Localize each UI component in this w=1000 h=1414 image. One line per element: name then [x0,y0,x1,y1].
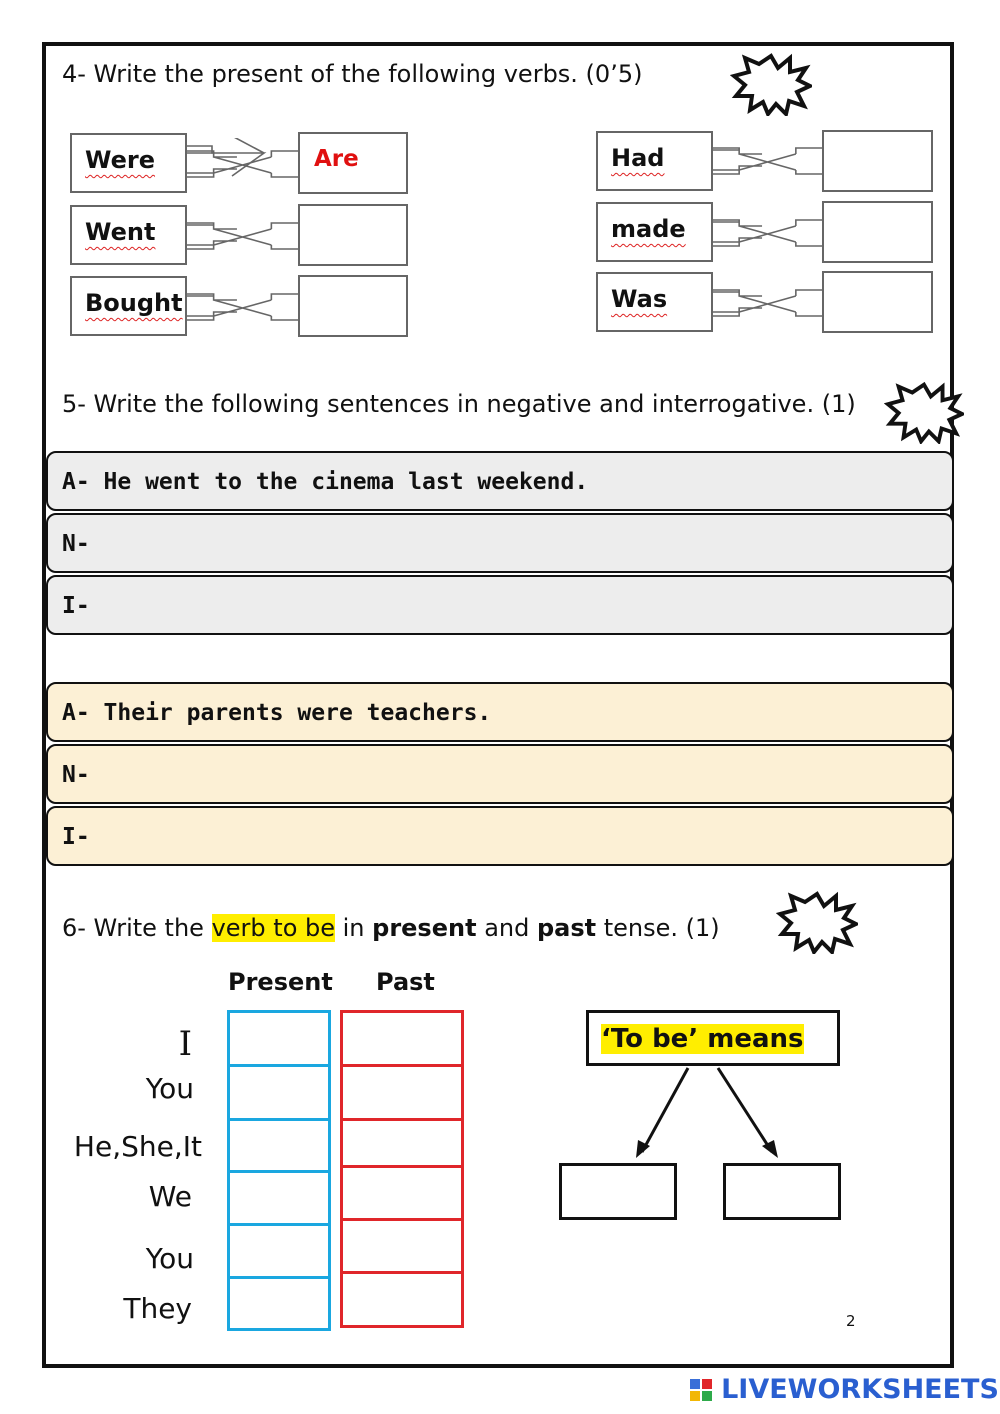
verb-past-box-went: Went [70,205,187,265]
past-cell-4[interactable] [340,1165,464,1221]
verb-past-box-were: Were [70,133,187,193]
connector-arrow-4 [713,148,822,174]
pronoun-i: I [178,1024,192,1064]
present-cell-6[interactable] [227,1276,331,1331]
connector-arrow-2 [187,223,298,249]
pronoun-we: We [148,1180,192,1213]
sentence-affirmative-2: A- Their parents were teachers. [46,682,954,742]
means-answer-box-1[interactable] [559,1163,677,1220]
page-number: 2 [846,1312,856,1330]
to-be-means-label: ‘To be’ means [601,1024,804,1054]
past-cell-5[interactable] [340,1218,464,1274]
verb-present-answer-1[interactable]: Are [298,132,408,194]
past-cell-2[interactable] [340,1064,464,1121]
section6-heading: 6- Write the verb to be in present and past tense. (1) [62,914,720,942]
verb-past-box-made: made [596,202,713,262]
present-cell-2[interactable] [227,1064,331,1121]
section4-heading: 4- Write the present of the following verbs. (0’5) [62,60,643,88]
sentence-interrogative-1[interactable]: I- [46,575,954,635]
starburst-icon [884,380,964,444]
present-cell-5[interactable] [227,1223,331,1279]
pronoun-you: You [145,1072,194,1105]
sentence-negative-2[interactable]: N- [46,744,954,804]
connector-arrow-3 [187,294,298,320]
column-header-past: Past [376,968,435,996]
pronoun-you-plural: You [145,1242,194,1275]
liveworksheets-watermark: LIVEWORKSHEETS [690,1374,999,1405]
starburst-icon [776,890,858,954]
past-cell-3[interactable] [340,1118,464,1168]
section5-heading: 5- Write the following sentences in negative and interrogative. (1) [62,390,856,418]
verb-past-box-had: Had [596,131,713,191]
column-header-present: Present [228,968,333,996]
verb-past-box-bought: Bought [70,276,187,336]
sentence-affirmative-1: A- He went to the cinema last weekend. [46,451,954,511]
pronoun-they: They [123,1292,192,1325]
present-cell-1[interactable] [227,1010,331,1067]
pronoun-he-she-it: He,She,It [73,1130,202,1163]
arrow-connectors [0,0,1000,400]
liveworksheets-logo-icon [690,1379,712,1401]
sentence-interrogative-2[interactable]: I- [46,806,954,866]
to-be-means-box [586,1010,840,1066]
connector-arrow-1 [187,151,298,177]
highlight-verb-to-be: verb to be [211,914,335,942]
connector-arrow-6 [713,290,822,316]
means-answer-box-2[interactable] [723,1163,841,1220]
present-cell-4[interactable] [227,1170,331,1226]
means-arrows [620,1064,800,1164]
past-cell-6[interactable] [340,1271,464,1328]
sentence-negative-1[interactable]: N- [46,513,954,573]
past-cell-1[interactable] [340,1010,464,1067]
connector-arrow-5 [713,220,822,246]
present-cell-3[interactable] [227,1118,331,1173]
verb-past-box-was: Was [596,272,713,332]
